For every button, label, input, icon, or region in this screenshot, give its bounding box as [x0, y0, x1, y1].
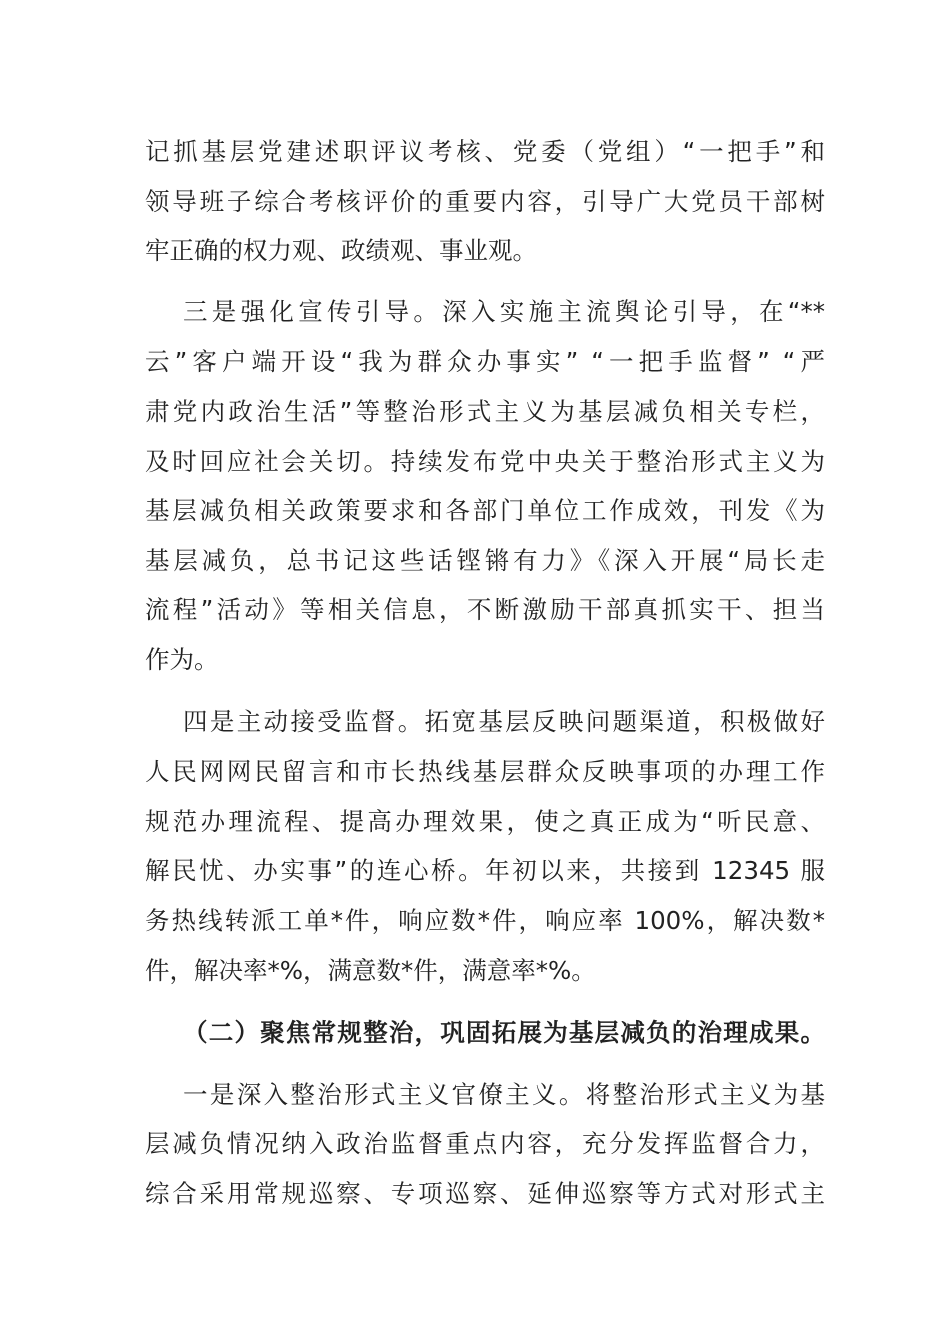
text-line: 肃党内政治生活”等整治形式主义为基层减负相关专栏，: [145, 397, 825, 426]
text-line: 牢正确的权力观、政绩观、事业观。: [145, 236, 537, 265]
text-line: 记抓基层党建述职评议考核、党委（党组）“一把手”和: [145, 137, 825, 166]
text-line: 流程”活动》等相关信息，不断激励干部真抓实干、担当: [145, 595, 825, 624]
text-line: 综合采用常规巡察、专项巡察、延伸巡察等方式对形式主: [145, 1179, 825, 1208]
text-line: 人民网网民留言和市长热线基层群众反映事项的办理工作: [145, 757, 825, 786]
text-line: 及时回应社会关切。持续发布党中央关于整治形式主义为: [145, 447, 825, 476]
text-line: 作为。: [145, 645, 219, 674]
section-heading: （二）聚焦常规整治，巩固拓展为基层减负的治理成果。: [183, 1018, 825, 1047]
text-line: 务热线转派工单*件，响应数*件，响应率 100%，解决数*: [145, 906, 825, 935]
text-line: 规范办理流程、提高办理效果，使之真正成为“听民意、: [145, 807, 825, 836]
paragraph-start-line: 三是强化宣传引导。深入实施主流舆论引导，在“**: [183, 297, 825, 326]
text-line: 云”客户端开设“我为群众办事实” “一把手监督” “严: [145, 347, 825, 376]
text-line: 件，解决率*%，满意数*件，满意率*%。: [145, 956, 596, 985]
text-line: 基层减负，总书记这些话铿锵有力》《深入开展“局长走: [145, 546, 825, 575]
text-line: 基层减负相关政策要求和各部门单位工作成效，刊发《为: [145, 496, 825, 525]
text-line: 解民忧、办实事”的连心桥。年初以来，共接到 12345 服: [145, 856, 825, 885]
paragraph-start-line: 一是深入整治形式主义官僚主义。将整治形式主义为基: [183, 1080, 825, 1109]
text-line: 领导班子综合考核评价的重要内容，引导广大党员干部树: [145, 187, 825, 216]
paragraph-start-line: 四是主动接受监督。拓宽基层反映问题渠道，积极做好: [183, 707, 825, 736]
text-line: 层减负情况纳入政治监督重点内容，充分发挥监督合力，: [145, 1129, 825, 1158]
